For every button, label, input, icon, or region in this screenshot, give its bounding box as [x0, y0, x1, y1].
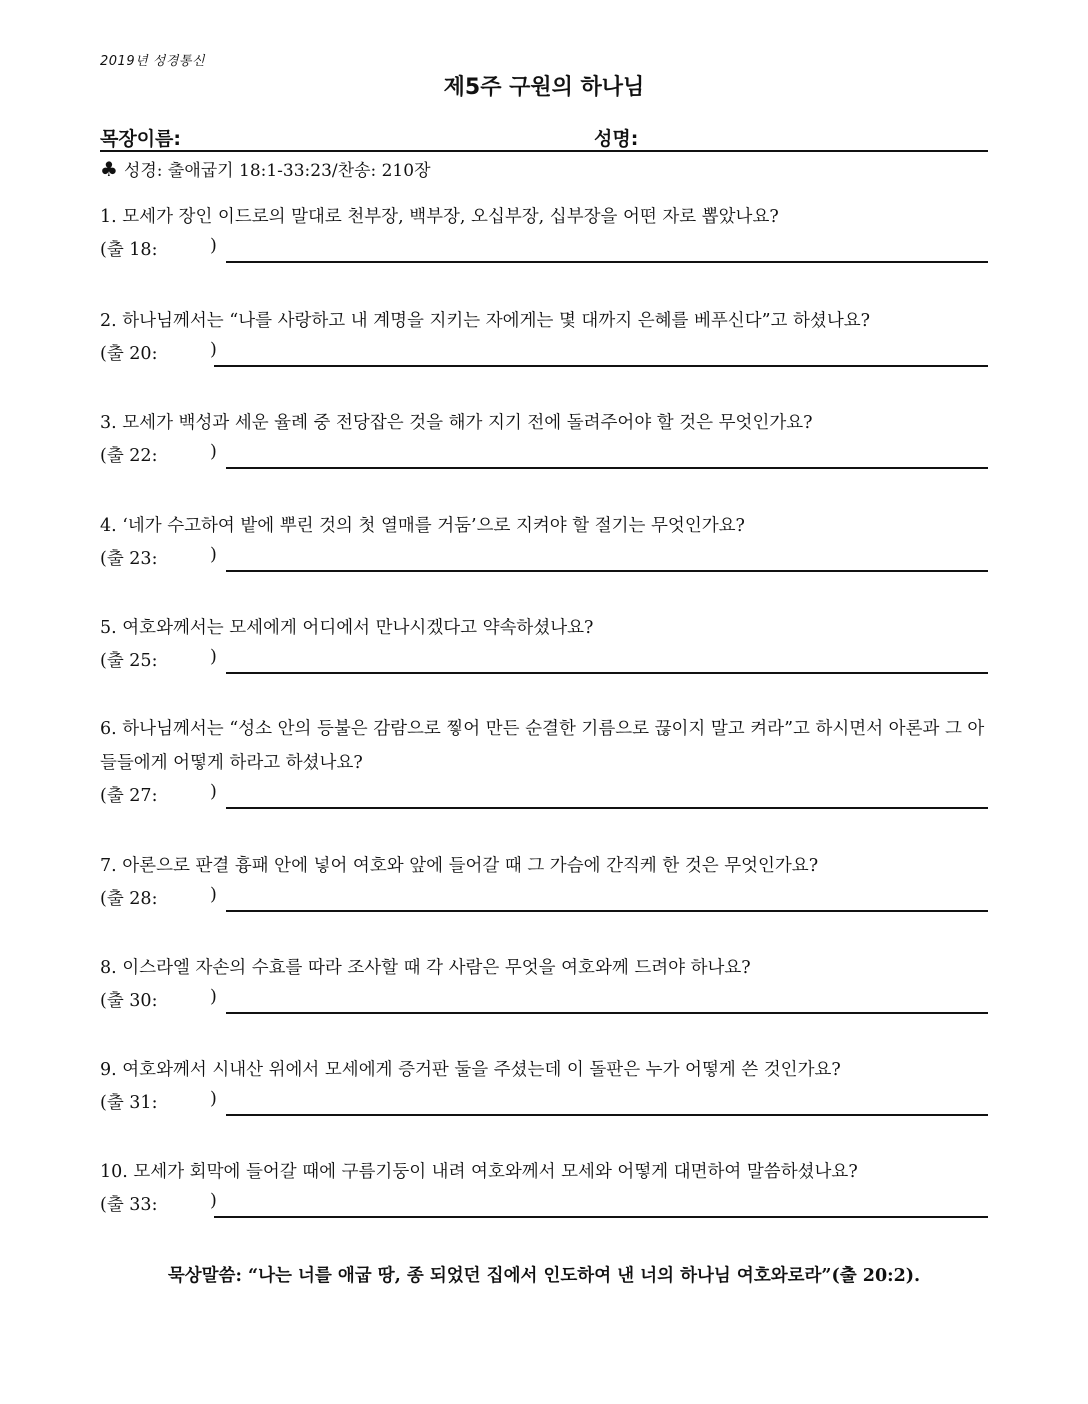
answer-line[interactable] — [226, 261, 988, 263]
scripture-text: 성경: 출애굽기 18:1-33:23/찬송: 210장 — [123, 161, 431, 181]
answer-line[interactable] — [226, 1114, 988, 1116]
verse-ref-close: ) — [210, 885, 217, 905]
club-suit-icon: ♣ — [100, 157, 118, 181]
answer-row — [100, 780, 988, 812]
question-text: 6. 하나님께서는 “성소 안의 등불은 감람으로 찧어 만든 순결한 기름으로 끊이지 말고 켜라”고 하시면서 아론과 그 아들들에게 어떻게 하라고 하셨나요? — [100, 719, 985, 773]
question-6 — [100, 712, 988, 812]
verse-ref-close: ) — [210, 442, 217, 462]
answer-row — [100, 234, 988, 266]
verse-ref: (출 25: — [100, 651, 158, 671]
question-text: 9. 여호와께서 시내산 위에서 모세에게 증거판 둘을 주셨는데 이 돌판은 누가 어떻게 쓴 것인가요? — [100, 1060, 841, 1080]
answer-line[interactable] — [214, 1216, 988, 1218]
verse-ref: (출 27: — [100, 786, 158, 806]
verse-ref-close: ) — [210, 340, 217, 360]
verse-ref-close: ) — [210, 647, 217, 667]
question-text: 8. 이스라엘 자손의 수효를 따라 조사할 때 각 사람은 무엇을 여호와께 드려야 하나요? — [100, 958, 751, 978]
question-text: 10. 모세가 회막에 들어갈 때에 구름기둥이 내려 여호와께서 모세와 어떻게 대면하여 말씀하셨나요? — [100, 1162, 858, 1182]
question-5 — [100, 611, 988, 677]
question-1 — [100, 200, 988, 266]
question-text: 2. 하나님께서는 “나를 사랑하고 내 계명을 지키는 자에게는 몇 대까지 은혜를 베푸신다”고 하셨나요? — [100, 311, 871, 331]
answer-row — [100, 985, 988, 1017]
answer-row — [100, 645, 988, 677]
answer-row — [100, 883, 988, 915]
verse-ref-close: ) — [210, 1191, 217, 1211]
verse-ref: (출 20: — [100, 344, 158, 364]
answer-line[interactable] — [226, 910, 988, 912]
answer-row — [100, 338, 988, 370]
verse-ref: (출 28: — [100, 889, 158, 909]
verse-ref-close: ) — [210, 545, 217, 565]
question-10 — [100, 1155, 988, 1221]
mokjang-name-label: 목장이름: — [100, 128, 182, 150]
verse-ref-close: ) — [210, 987, 217, 1007]
answer-line[interactable] — [226, 467, 988, 469]
scripture-line — [100, 156, 431, 181]
answer-row — [100, 440, 988, 472]
verse-ref-close: ) — [210, 782, 217, 802]
question-text: 5. 여호와께서는 모세에게 어디에서 만나시겠다고 약속하셨나요? — [100, 618, 594, 638]
question-4 — [100, 509, 988, 575]
question-3 — [100, 406, 988, 472]
answer-row — [100, 543, 988, 575]
answer-line[interactable] — [226, 570, 988, 572]
verse-ref: (출 23: — [100, 549, 158, 569]
verse-ref: (출 33: — [100, 1195, 158, 1215]
question-text: 3. 모세가 백성과 세운 율례 중 전당잡은 것을 해가 지기 전에 돌려주어야 할 것은 무엇인가요? — [100, 413, 813, 433]
meditation-verse: 묵상말씀: “나는 너를 애굽 땅, 종 되었던 집에서 인도하여 낸 너의 하나님 여호와로라”(출 20:2). — [167, 1266, 921, 1286]
verse-ref: (출 30: — [100, 991, 158, 1011]
question-8 — [100, 951, 988, 1017]
page-title: 제5주 구원의 하나님 — [443, 75, 645, 100]
answer-row — [100, 1189, 988, 1221]
verse-ref: (출 18: — [100, 240, 158, 260]
question-9 — [100, 1053, 988, 1119]
question-text: 4. ‘네가 수고하여 밭에 뿌린 것의 첫 열매를 거둠’으로 지켜야 할 절기는 무엇인가요? — [100, 516, 745, 536]
question-text: 1. 모세가 장인 이드로의 말대로 천부장, 백부장, 오십부장, 십부장을 어떤 자로 뽑았나요? — [100, 207, 779, 227]
answer-line[interactable] — [214, 365, 988, 367]
answer-line[interactable] — [226, 807, 988, 809]
verse-ref-close: ) — [210, 1089, 217, 1109]
question-2 — [100, 304, 988, 370]
verse-ref: (출 31: — [100, 1093, 158, 1113]
answer-line[interactable] — [226, 672, 988, 674]
answer-row — [100, 1087, 988, 1119]
question-7 — [100, 849, 988, 915]
person-name-label: 성명: — [594, 128, 639, 150]
brand-label: 2019년 성경통신 — [100, 54, 206, 69]
answer-line[interactable] — [226, 1012, 988, 1014]
verse-ref-close: ) — [210, 236, 217, 256]
header-fields — [100, 124, 988, 152]
question-text: 7. 아론으로 판결 흉패 안에 넣어 여호와 앞에 들어갈 때 그 가슴에 간직케 한 것은 무엇인가요? — [100, 856, 819, 876]
verse-ref: (출 22: — [100, 446, 158, 466]
